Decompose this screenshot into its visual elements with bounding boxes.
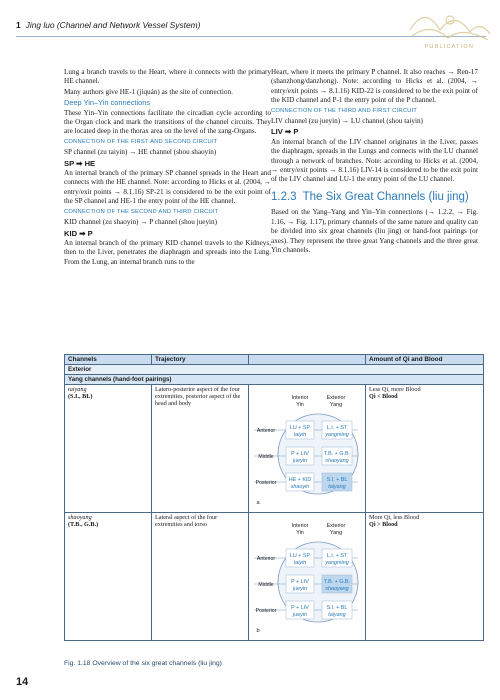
header-channels: Channels [65, 355, 152, 365]
yang-pair: S.I. + BL [326, 605, 348, 611]
chapter-number: 1 [16, 20, 21, 30]
interior-label: Interior [291, 395, 309, 401]
page-number: 14 [16, 676, 29, 688]
yang-name: yangming [325, 432, 349, 438]
yin-name: jueyin [292, 458, 308, 464]
paragraph: Heart, where it meets the primary P channel. It also reaches → Ren-17 (shanzhong/danzhong). Note: according to Hicks et al. (2004, → entry/exit points → 8.1.16) KID-22 is considered to be the exit point of the KID channel and P-1 the entry point of the P channel. [271, 68, 478, 105]
connection-formula: SP ➡ HE [64, 158, 96, 168]
diagram-cell [249, 513, 366, 641]
channel-diagram [252, 514, 362, 639]
yang-pair: T.B. + G.B. [323, 579, 351, 585]
connection-line: SP channel (zu taiyin) → HE channel (shou shaoyin) [64, 148, 217, 157]
channel-diagram [252, 386, 362, 511]
channel-abbr: (T.B., G.B.) [68, 521, 99, 528]
yin-pair: P + LIV [291, 579, 309, 585]
subheading: Deep Yin–Yin connections [64, 98, 151, 108]
connection-line: KID channel (zu shaoyin) → P channel (shou jueyin) [64, 218, 218, 227]
header-diagram [249, 355, 366, 365]
yin-pair: P + LIV [291, 605, 309, 611]
running-head [16, 20, 200, 30]
amount-text: More Qi, less Blood [369, 514, 420, 521]
trajectory-cell: Lateral aspect of the four extremities and torso [152, 513, 249, 641]
channel-name: taiyang [68, 386, 87, 393]
yang-label: Yang [329, 530, 343, 536]
yin-pair: LU + SP [289, 553, 311, 559]
aspect-label: Anterior [256, 428, 276, 434]
yin-name: shaoyin [290, 484, 310, 490]
yin-pair: HE + KID [288, 477, 312, 483]
yin-name: jueyin [292, 612, 308, 618]
diagram-cell [249, 385, 366, 513]
figure-caption: Fig. 1.18 Overview of the six great channels (liu jing) [64, 660, 222, 667]
channel-cell [65, 385, 152, 513]
figure-panel-letter: a [256, 500, 260, 506]
connection-line: LIV channel (zu jueyin) → LU channel (shou taiyin) [271, 117, 423, 126]
yin-name: taiyin [293, 560, 307, 566]
band-yang: Yang channels (hand-foot pairings) [65, 375, 484, 385]
connection-formula: LIV ➡ P [271, 127, 299, 137]
yin-label: Yin [296, 530, 304, 536]
aspect-label: Middle [258, 582, 274, 588]
paragraph: Based on the Yang–Yang and Yin–Yin connections (→ 1.2.2, → Fig. 1.16, → Fig. 1.17), primary channels of the same nature and quality can be divided into six great channels (liu jing) or hand-foot pairings (or axes). They represent the three great Yang channels and the three great Yin channels. [271, 208, 478, 254]
channel-name: shaoyang [68, 514, 92, 521]
chapter-title: Jing luo (Channel and Network Vessel System) [25, 20, 201, 30]
section-number: 1.2.3 [271, 190, 297, 203]
table-row [65, 385, 484, 513]
amount-cell [366, 385, 484, 513]
amount-text: Less Qi, more Blood [369, 386, 421, 393]
paragraph: An internal branch of the primary KID channel travels to the Kidneys, then to the Liver, penetrates the diaphragm and spreads into the Lung. From the Lung, an internal branch runs to the [64, 238, 271, 266]
aspect-label: Posterior [255, 480, 277, 486]
yang-pair: L.I. + ST [326, 425, 348, 431]
yang-name: taiyang [328, 484, 346, 490]
section-title: The Six Great Channels (liu jing) [302, 190, 469, 203]
yang-name: taiyang [328, 612, 346, 618]
aspect-label: Anterior [256, 556, 276, 562]
yang-name: shaoyang [325, 586, 349, 592]
channel-cell [65, 513, 152, 641]
yang-pair: L.I. + ST [326, 553, 348, 559]
aspect-label: Posterior [255, 608, 277, 614]
section-heading [271, 190, 478, 203]
yin-name: taiyin [293, 432, 307, 438]
interior-label: Interior [291, 523, 309, 529]
left-column [64, 68, 271, 268]
yin-pair: LU + SP [289, 425, 311, 431]
amount-formula: Qi < Blood [369, 393, 398, 400]
amount-cell [366, 513, 484, 641]
yang-label: Yang [329, 402, 343, 408]
logo-text: PUBLICATION [424, 44, 474, 50]
yin-name: jueyin [292, 586, 308, 592]
channels-table [64, 354, 484, 641]
paragraph: These Yin–Yin connections facilitate the circadian cycle according to the Organ clock and mark the transitions of the channel circuits. They are located deep in the thorax area on the level of the zang-Organs. [64, 108, 271, 136]
amount-formula: Qi > Blood [369, 521, 398, 528]
paragraph: An internal branch of the LIV channel originates in the Liver, passes the diaphragm, spreads in the Lungs and connects with the LU channel through a network of branches. Note: according to Hicks et al. (2004, → entry/exit points → 8.1.16) LIV-14 is considered to be the exit point of the LIV channel and LU-1 the entry point of the LU channel. [271, 137, 478, 184]
channel-abbr: (S.I., BL) [68, 393, 93, 400]
exterior-label: Exterior [326, 395, 346, 401]
table-row [65, 513, 484, 641]
right-column [271, 68, 478, 256]
yin-pair: P + LIV [291, 451, 309, 457]
paragraph: Lung a branch travels to the Heart, where it connects with the primary HE channel. [64, 68, 271, 86]
paragraph: An internal branch of the primary SP channel spreads in the Heart and connects with the HE channel. Note: according to Hicks et al. (2004, → entry/exit points → 8.1.16) SP-21 is considered to be the exit point of the SP channel and HE-1 the entry point of the HE channel. [64, 169, 271, 206]
header-amount: Amount of Qi and Blood [366, 355, 484, 365]
connection-heading: CONNECTION OF THE SECOND AND THIRD CIRCUIT [64, 208, 219, 215]
exterior-label: Exterior [326, 523, 346, 529]
yin-label: Yin [296, 402, 304, 408]
diagram-svg [252, 514, 362, 639]
trajectory-cell: Latero-posterior aspect of the four extremities, posterior aspect of the head and body [152, 385, 249, 513]
connection-heading: CONNECTION OF THE THIRD AND FIRST CIRCUIT [271, 107, 418, 114]
yang-name: yangming [325, 560, 349, 566]
aspect-label: Middle [258, 454, 274, 460]
connection-formula: KID ➡ P [64, 228, 93, 238]
figure-panel-letter: b [256, 628, 260, 634]
paragraph: Many authors give HE-1 (jíquán) as the site of connection. [64, 87, 233, 96]
connection-heading: CONNECTION OF THE FIRST AND SECOND CIRCUIT [64, 138, 218, 145]
yang-name: shaoyang [325, 458, 349, 464]
band-exterior: Exterior [65, 365, 484, 375]
yang-pair: S.I. + BL [326, 477, 348, 483]
diagram-svg [252, 386, 362, 511]
yang-pair: T.B. + G.B. [323, 451, 351, 457]
table-header-row [65, 355, 484, 365]
header-trajectory: Trajectory [152, 355, 249, 365]
